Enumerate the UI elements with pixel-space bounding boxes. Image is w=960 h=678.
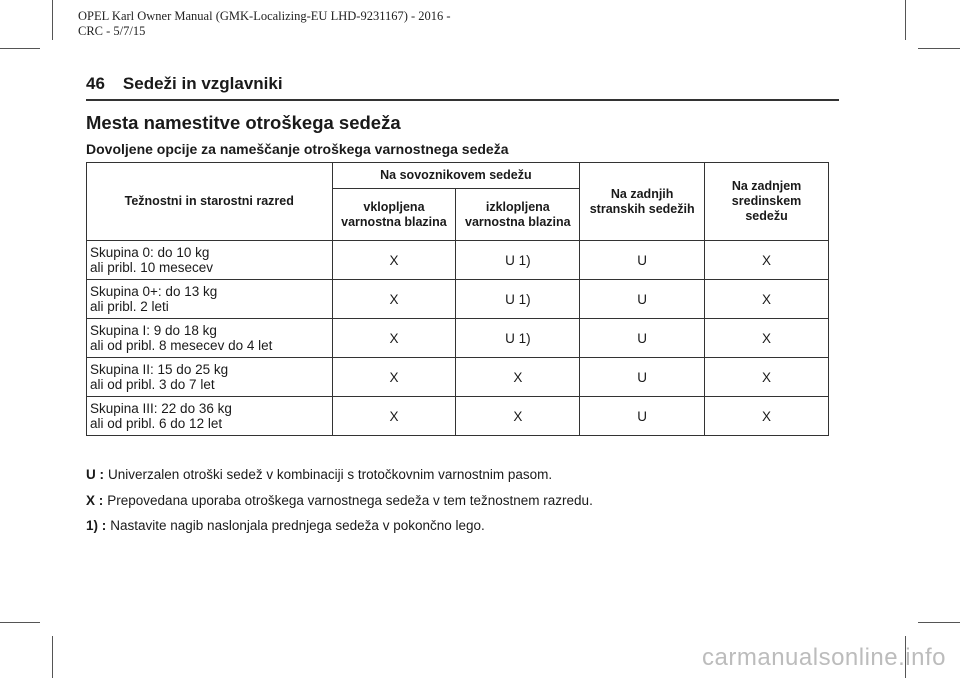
table-row xyxy=(87,397,829,436)
rear-center-cell: X xyxy=(705,397,829,436)
legend-item xyxy=(86,518,485,533)
weight-group-cell xyxy=(87,358,333,397)
airbag-off-cell: U 1) xyxy=(456,319,580,358)
rear-center-cell: X xyxy=(705,319,829,358)
weight-group-cell xyxy=(87,280,333,319)
rear-outer-cell: U xyxy=(580,280,705,319)
weight-group-text: Skupina I: 9 do 18 kg xyxy=(90,323,217,338)
crop-mark xyxy=(0,622,40,623)
airbag-on-cell: X xyxy=(332,241,456,280)
weight-group-cell xyxy=(87,397,333,436)
rear-outer-cell: U xyxy=(580,319,705,358)
table-row xyxy=(87,280,829,319)
running-header-line: CRC - 5/7/15 xyxy=(78,24,146,38)
airbag-on-cell: X xyxy=(332,397,456,436)
airbag-on-cell: X xyxy=(332,319,456,358)
weight-group-text: ali od pribl. 8 mesecev do 4 let xyxy=(90,338,273,353)
table-row xyxy=(87,241,829,280)
table-title: Dovoljene opcije za nameščanje otroškega varnostnega sedeža xyxy=(86,141,509,157)
airbag-on-cell: X xyxy=(332,358,456,397)
header-rule xyxy=(86,99,839,101)
weight-group-cell xyxy=(87,241,333,280)
rear-center-cell: X xyxy=(705,241,829,280)
weight-group-text: Skupina III: 22 do 36 kg xyxy=(90,401,232,416)
weight-group-cell xyxy=(87,319,333,358)
legend-key: X : xyxy=(86,493,104,508)
weight-group-text: ali pribl. 10 mesecev xyxy=(90,260,214,275)
legend-key: 1) : xyxy=(86,518,107,533)
header-passenger-seat: Na sovoznikovem sedežu xyxy=(332,163,580,189)
crop-mark xyxy=(918,48,960,49)
running-header xyxy=(78,9,451,39)
legend-text: Prepovedana uporaba otroškega varnostnega sedeža v tem težnostnem razredu. xyxy=(107,493,593,508)
crop-mark xyxy=(905,0,906,40)
crop-mark xyxy=(52,0,53,40)
legend-text: Nastavite nagib naslonjala prednjega sedeža v pokončno lego. xyxy=(110,518,485,533)
airbag-off-cell: U 1) xyxy=(456,280,580,319)
header-rear-center: Na zadnjem sredinskem sedežu xyxy=(705,163,829,241)
weight-group-text: ali od pribl. 6 do 12 let xyxy=(90,416,223,431)
header-rear-outer: Na zadnjih stranskih sedežih xyxy=(580,163,705,241)
table-row xyxy=(87,319,829,358)
child-seat-table xyxy=(86,162,829,436)
legend-key: U : xyxy=(86,467,104,482)
airbag-off-cell: U 1) xyxy=(456,241,580,280)
chapter-title: Sedeži in vzglavniki xyxy=(122,74,283,93)
crop-mark xyxy=(918,622,960,623)
running-header-line: OPEL Karl Owner Manual (GMK-Localizing-EU LHD-9231167) - 2016 - xyxy=(78,9,451,23)
weight-group-text: Skupina II: 15 do 25 kg xyxy=(90,362,229,377)
legend-item xyxy=(86,493,593,508)
header-airbag-off: izklopljena varnostna blazina xyxy=(456,189,580,241)
weight-group-text: ali pribl. 2 leti xyxy=(90,299,169,314)
weight-group-text: Skupina 0: do 10 kg xyxy=(90,245,210,260)
airbag-on-cell: X xyxy=(332,280,456,319)
page-number: 46 xyxy=(86,74,105,93)
airbag-off-cell: X xyxy=(456,358,580,397)
rear-center-cell: X xyxy=(705,358,829,397)
page-header xyxy=(86,74,283,94)
crop-mark xyxy=(0,48,40,49)
weight-group-text: Skupina 0+: do 13 kg xyxy=(90,284,218,299)
rear-outer-cell: U xyxy=(580,358,705,397)
weight-group-text: ali od pribl. 3 do 7 let xyxy=(90,377,215,392)
table-row xyxy=(87,358,829,397)
rear-outer-cell: U xyxy=(580,241,705,280)
airbag-off-cell: X xyxy=(456,397,580,436)
watermark: carmanualsonline.info xyxy=(702,644,946,671)
legend-item xyxy=(86,467,552,482)
section-title: Mesta namestitve otroškega sedeža xyxy=(86,112,401,133)
crop-mark xyxy=(52,636,53,678)
legend-text: Univerzalen otroški sedež v kombinaciji s trotočkovnim varnostnim pasom. xyxy=(108,467,553,482)
header-airbag-on: vklopljena varnostna blazina xyxy=(332,189,456,241)
rear-center-cell: X xyxy=(705,280,829,319)
header-class: Težnostni in starostni razred xyxy=(87,163,333,241)
rear-outer-cell: U xyxy=(580,397,705,436)
